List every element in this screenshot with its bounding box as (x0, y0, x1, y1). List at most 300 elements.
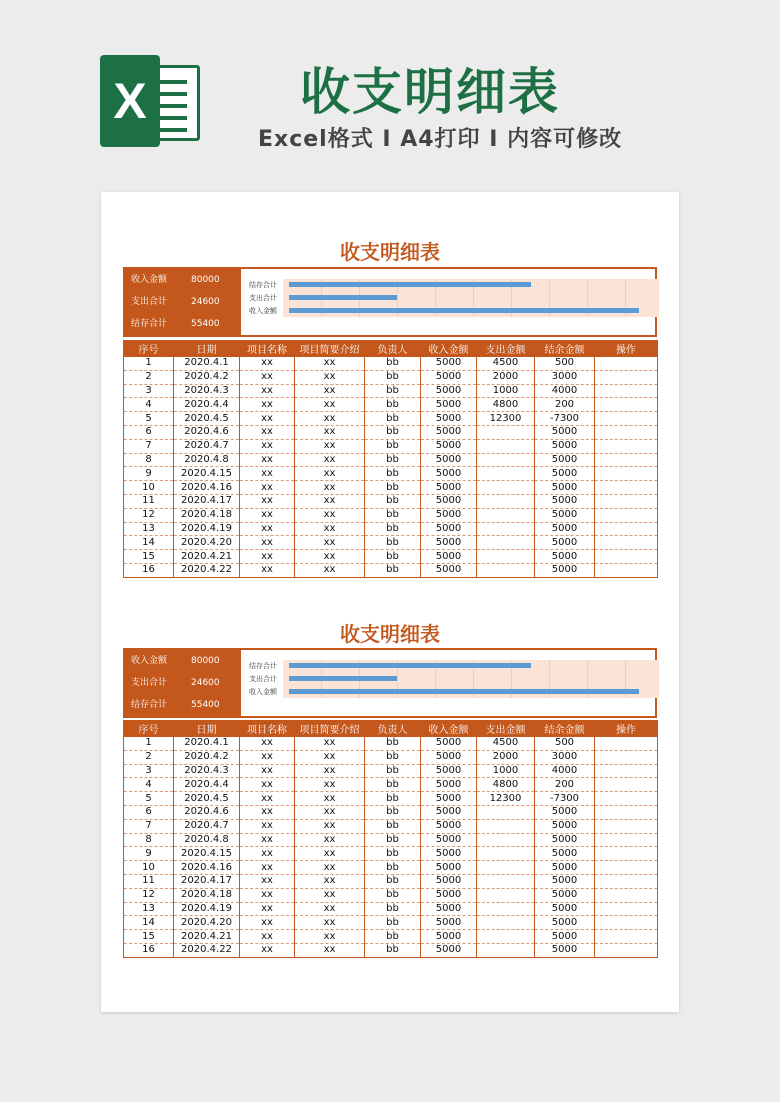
summary-totals (125, 650, 241, 716)
excel-x-letter: X (100, 55, 160, 147)
table-cell: 5000 (535, 833, 595, 847)
table-cell: 12300 (477, 412, 535, 426)
table-row (124, 861, 658, 875)
action-cell[interactable] (595, 888, 658, 902)
table-cell: xx (295, 861, 365, 875)
table-cell (477, 522, 535, 536)
table-cell: 5000 (421, 494, 477, 508)
table-row (124, 425, 658, 439)
table-cell: 500 (535, 357, 595, 371)
action-cell[interactable] (595, 902, 658, 916)
sheet-title: 收支明细表 (340, 240, 440, 264)
table-cell: 13 (124, 902, 174, 916)
table-cell: xx (240, 819, 295, 833)
column-header: 操作 (595, 341, 658, 357)
action-cell[interactable] (595, 494, 658, 508)
table-cell: 5000 (535, 916, 595, 930)
action-cell[interactable] (595, 412, 658, 426)
table-cell: 12 (124, 508, 174, 522)
table-cell: 2020.4.5 (174, 412, 240, 426)
table-row (124, 357, 658, 371)
table-cell: 5000 (535, 439, 595, 453)
action-cell[interactable] (595, 550, 658, 564)
table-cell: 2020.4.18 (174, 888, 240, 902)
table-cell (477, 425, 535, 439)
table-cell: 5000 (535, 902, 595, 916)
action-cell[interactable] (595, 508, 658, 522)
action-cell[interactable] (595, 737, 658, 751)
table-cell: xx (295, 467, 365, 481)
table-row (124, 930, 658, 944)
table-row (124, 833, 658, 847)
table-cell: bb (365, 398, 421, 412)
summary-row-expense (125, 291, 241, 313)
table-cell: xx (240, 861, 295, 875)
table-cell: 5000 (535, 805, 595, 819)
table-cell (477, 819, 535, 833)
mini-bar (289, 663, 531, 668)
table-cell: xx (240, 425, 295, 439)
table-row (124, 398, 658, 412)
action-cell[interactable] (595, 943, 658, 957)
table-cell: 4 (124, 398, 174, 412)
table-cell: 2020.4.19 (174, 902, 240, 916)
table-cell (477, 536, 535, 550)
table-cell: xx (295, 847, 365, 861)
table-cell: xx (295, 550, 365, 564)
table-cell: 3 (124, 384, 174, 398)
action-cell[interactable] (595, 792, 658, 806)
action-cell[interactable] (595, 425, 658, 439)
table-cell (477, 874, 535, 888)
table-cell: 5000 (421, 439, 477, 453)
table-cell: 2020.4.16 (174, 861, 240, 875)
table-row (124, 750, 658, 764)
table-row (124, 902, 658, 916)
table-cell: 3 (124, 764, 174, 778)
table-cell: xx (295, 370, 365, 384)
table-cell: 5000 (421, 750, 477, 764)
action-cell[interactable] (595, 439, 658, 453)
action-cell[interactable] (595, 453, 658, 467)
column-header: 序号 (124, 721, 174, 737)
table-cell: 5000 (421, 943, 477, 957)
table-cell: bb (365, 861, 421, 875)
action-cell[interactable] (595, 847, 658, 861)
summary-label: 收入金额 (131, 275, 168, 285)
mini-bar-chart (249, 277, 629, 319)
table-cell: 5000 (421, 805, 477, 819)
table-cell: xx (295, 888, 365, 902)
table-cell: xx (240, 550, 295, 564)
table-cell (477, 930, 535, 944)
table-cell: 4000 (535, 384, 595, 398)
table-cell: bb (365, 412, 421, 426)
table-cell: xx (240, 536, 295, 550)
summary-row-balance (125, 694, 241, 716)
table-cell: 5000 (535, 508, 595, 522)
table-cell: xx (240, 750, 295, 764)
table-cell: xx (295, 494, 365, 508)
banner-subtitle: Excel格式 I A4打印 I 内容可修改 (258, 127, 623, 152)
table-cell: 5000 (421, 398, 477, 412)
table-cell: 2020.4.17 (174, 874, 240, 888)
table-row (124, 888, 658, 902)
action-cell[interactable] (595, 522, 658, 536)
table-row (124, 916, 658, 930)
mini-bar (289, 676, 397, 681)
mini-bar-label: 收入金额 (249, 307, 277, 315)
column-header: 结余金额 (535, 721, 595, 737)
table-cell: xx (295, 439, 365, 453)
table-cell (477, 943, 535, 957)
table-row (124, 453, 658, 467)
table-row (124, 522, 658, 536)
table-cell: xx (240, 522, 295, 536)
sheet-title: 收支明细表 (340, 622, 440, 646)
table-cell: xx (240, 384, 295, 398)
table-cell: 200 (535, 778, 595, 792)
table-cell (477, 888, 535, 902)
summary-value: 24600 (191, 678, 220, 688)
table-cell: 2020.4.3 (174, 764, 240, 778)
column-header: 项目名称 (240, 721, 295, 737)
table-cell: 1 (124, 357, 174, 371)
mini-bar (289, 689, 639, 694)
table-row (124, 792, 658, 806)
table-row (124, 874, 658, 888)
table-cell (477, 916, 535, 930)
table-cell: xx (240, 847, 295, 861)
table-cell: 2020.4.4 (174, 398, 240, 412)
table-cell: 2020.4.6 (174, 805, 240, 819)
table-cell: 2020.4.8 (174, 833, 240, 847)
table-cell: 2 (124, 750, 174, 764)
table-cell: xx (240, 792, 295, 806)
action-cell[interactable] (595, 916, 658, 930)
table-cell: 2020.4.7 (174, 819, 240, 833)
action-cell[interactable] (595, 398, 658, 412)
action-cell[interactable] (595, 357, 658, 371)
table-cell: 9 (124, 847, 174, 861)
table-cell: 2000 (477, 750, 535, 764)
table-cell: 5000 (421, 778, 477, 792)
action-cell[interactable] (595, 481, 658, 495)
mini-bar (289, 282, 531, 287)
table-cell: xx (240, 398, 295, 412)
summary-label: 支出合计 (131, 297, 168, 307)
table-cell: 14 (124, 916, 174, 930)
table-cell: bb (365, 819, 421, 833)
table-cell: 5000 (421, 481, 477, 495)
table-cell: 5000 (421, 847, 477, 861)
summary-label: 收入金额 (131, 656, 168, 666)
table-cell: 5000 (421, 550, 477, 564)
table-cell: 2020.4.2 (174, 750, 240, 764)
table-cell: 1000 (477, 384, 535, 398)
table-body (124, 357, 658, 578)
table-cell: xx (295, 508, 365, 522)
table-cell: 5000 (535, 550, 595, 564)
table-row (124, 412, 658, 426)
table-row (124, 536, 658, 550)
table-cell (477, 833, 535, 847)
action-cell[interactable] (595, 833, 658, 847)
table-cell: bb (365, 750, 421, 764)
table-cell (477, 805, 535, 819)
table-header-row (124, 721, 658, 737)
table-row (124, 439, 658, 453)
table-row (124, 764, 658, 778)
table-cell: 2020.4.3 (174, 384, 240, 398)
table-row (124, 563, 658, 577)
table-cell: 5000 (421, 563, 477, 577)
banner (0, 0, 780, 185)
action-cell[interactable] (595, 764, 658, 778)
table-cell: bb (365, 550, 421, 564)
table-cell (477, 902, 535, 916)
table-cell: bb (365, 943, 421, 957)
table-cell (477, 563, 535, 577)
table-cell: xx (240, 943, 295, 957)
table-cell: 6 (124, 805, 174, 819)
sheet-section-1 (123, 236, 657, 581)
table-cell: xx (240, 888, 295, 902)
table-cell: 14 (124, 536, 174, 550)
table-header-row (124, 341, 658, 357)
summary-row-balance (125, 313, 241, 335)
column-header: 项目简要介绍 (295, 721, 365, 737)
table-cell: xx (295, 412, 365, 426)
table-cell: 5000 (421, 425, 477, 439)
table-cell (477, 861, 535, 875)
action-cell[interactable] (595, 563, 658, 577)
table-cell: xx (295, 384, 365, 398)
column-header: 收入金额 (421, 341, 477, 357)
column-header: 支出金额 (477, 341, 535, 357)
table-cell: xx (295, 778, 365, 792)
table-cell: 2020.4.4 (174, 778, 240, 792)
table-cell: 12300 (477, 792, 535, 806)
table-cell: bb (365, 874, 421, 888)
summary-label: 结存合计 (131, 700, 168, 710)
table-cell: 5000 (421, 737, 477, 751)
table-cell: xx (295, 833, 365, 847)
table-cell: 3000 (535, 370, 595, 384)
table-cell: xx (240, 916, 295, 930)
table-cell: 5000 (535, 481, 595, 495)
table-cell: 5000 (421, 902, 477, 916)
table-cell: 5000 (421, 536, 477, 550)
table-cell: 15 (124, 930, 174, 944)
table-cell: xx (240, 467, 295, 481)
table-cell (477, 467, 535, 481)
table-cell: xx (240, 902, 295, 916)
action-cell[interactable] (595, 861, 658, 875)
action-cell[interactable] (595, 536, 658, 550)
table-cell: xx (240, 874, 295, 888)
table-row (124, 494, 658, 508)
table-cell: 16 (124, 943, 174, 957)
table-cell: 5000 (421, 861, 477, 875)
table-cell: xx (240, 930, 295, 944)
table-cell: xx (240, 357, 295, 371)
column-header: 负责人 (365, 721, 421, 737)
column-header: 日期 (174, 721, 240, 737)
table-cell: 5 (124, 792, 174, 806)
table-cell: 2020.4.21 (174, 930, 240, 944)
mini-bar-chart (249, 658, 629, 700)
action-cell[interactable] (595, 874, 658, 888)
table-cell: 2020.4.22 (174, 563, 240, 577)
table-cell: 2020.4.5 (174, 792, 240, 806)
summary-value: 24600 (191, 297, 220, 307)
action-cell[interactable] (595, 778, 658, 792)
table-cell: bb (365, 916, 421, 930)
table-cell: 2020.4.16 (174, 481, 240, 495)
table-cell: 10 (124, 481, 174, 495)
action-cell[interactable] (595, 819, 658, 833)
table-cell: 5000 (421, 412, 477, 426)
table-cell: 2000 (477, 370, 535, 384)
summary-row-income (125, 650, 241, 672)
table-cell: bb (365, 536, 421, 550)
table-cell: xx (295, 425, 365, 439)
table-cell: 2020.4.18 (174, 508, 240, 522)
table-cell: bb (365, 481, 421, 495)
table-row (124, 819, 658, 833)
summary-label: 结存合计 (131, 319, 168, 329)
table-cell: xx (240, 412, 295, 426)
table-cell: xx (240, 439, 295, 453)
table-cell: 5000 (535, 930, 595, 944)
action-cell[interactable] (595, 930, 658, 944)
table-cell: 5000 (535, 563, 595, 577)
table-row (124, 778, 658, 792)
table-row (124, 508, 658, 522)
table-cell (477, 508, 535, 522)
mini-bar-label: 支出合计 (249, 675, 277, 683)
table-cell: 2020.4.20 (174, 916, 240, 930)
table-cell: 5000 (421, 384, 477, 398)
table-cell (477, 550, 535, 564)
table-cell: xx (240, 778, 295, 792)
table-cell: 4500 (477, 737, 535, 751)
table-cell: xx (295, 357, 365, 371)
table-cell: 5000 (535, 943, 595, 957)
table-cell: 4800 (477, 398, 535, 412)
table-cell: 2020.4.2 (174, 370, 240, 384)
table-cell: bb (365, 737, 421, 751)
table-cell: xx (240, 764, 295, 778)
mini-bar (289, 308, 639, 313)
column-header: 负责人 (365, 341, 421, 357)
table-cell: 5000 (535, 847, 595, 861)
table-cell: 2020.4.1 (174, 357, 240, 371)
table-row (124, 550, 658, 564)
table-cell: xx (240, 370, 295, 384)
table-cell: 2020.4.6 (174, 425, 240, 439)
table-cell: 5000 (535, 453, 595, 467)
table-cell: bb (365, 792, 421, 806)
table-cell: 5000 (421, 453, 477, 467)
table-cell: bb (365, 425, 421, 439)
table-row (124, 370, 658, 384)
table-cell: 5000 (535, 467, 595, 481)
table-body (124, 737, 658, 958)
table-cell: bb (365, 778, 421, 792)
column-header: 支出金额 (477, 721, 535, 737)
table-cell: bb (365, 930, 421, 944)
table-cell: xx (295, 943, 365, 957)
summary-row-expense (125, 672, 241, 694)
table-cell: 2020.4.1 (174, 737, 240, 751)
table-cell: 2020.4.15 (174, 467, 240, 481)
table-cell: bb (365, 563, 421, 577)
column-header: 结余金额 (535, 341, 595, 357)
table-cell: 13 (124, 522, 174, 536)
table-cell: 5000 (421, 819, 477, 833)
column-header: 日期 (174, 341, 240, 357)
table-cell: 5000 (535, 861, 595, 875)
mini-bar-label: 结存合计 (249, 281, 277, 289)
action-cell[interactable] (595, 370, 658, 384)
table-cell: 8 (124, 453, 174, 467)
table-cell: 5000 (421, 930, 477, 944)
table-row (124, 467, 658, 481)
column-header: 项目简要介绍 (295, 341, 365, 357)
table-cell: bb (365, 764, 421, 778)
table-row (124, 481, 658, 495)
table-cell: 500 (535, 737, 595, 751)
table-cell: xx (240, 453, 295, 467)
table-cell: -7300 (535, 412, 595, 426)
table-cell: xx (240, 737, 295, 751)
table-cell: xx (295, 398, 365, 412)
table-cell: 4 (124, 778, 174, 792)
table-cell: xx (295, 563, 365, 577)
table-cell: bb (365, 833, 421, 847)
summary-box (123, 648, 657, 718)
table-cell: -7300 (535, 792, 595, 806)
table-cell: xx (295, 930, 365, 944)
action-cell[interactable] (595, 467, 658, 481)
table-cell: xx (295, 481, 365, 495)
action-cell[interactable] (595, 384, 658, 398)
table-cell: 3000 (535, 750, 595, 764)
table-cell: 2020.4.15 (174, 847, 240, 861)
table-cell: xx (295, 916, 365, 930)
table-cell: 4500 (477, 357, 535, 371)
table-row (124, 737, 658, 751)
table-cell: 2020.4.21 (174, 550, 240, 564)
column-header: 序号 (124, 341, 174, 357)
action-cell[interactable] (595, 750, 658, 764)
table-cell (477, 481, 535, 495)
table-cell (477, 453, 535, 467)
table-cell: 5000 (535, 888, 595, 902)
column-header: 操作 (595, 721, 658, 737)
column-header: 项目名称 (240, 341, 295, 357)
table-cell: bb (365, 467, 421, 481)
transactions-table (123, 340, 658, 578)
mini-bar (289, 295, 397, 300)
table-cell: xx (240, 805, 295, 819)
summary-totals (125, 269, 241, 335)
table-cell: 16 (124, 563, 174, 577)
table-cell: 2020.4.17 (174, 494, 240, 508)
action-cell[interactable] (595, 805, 658, 819)
